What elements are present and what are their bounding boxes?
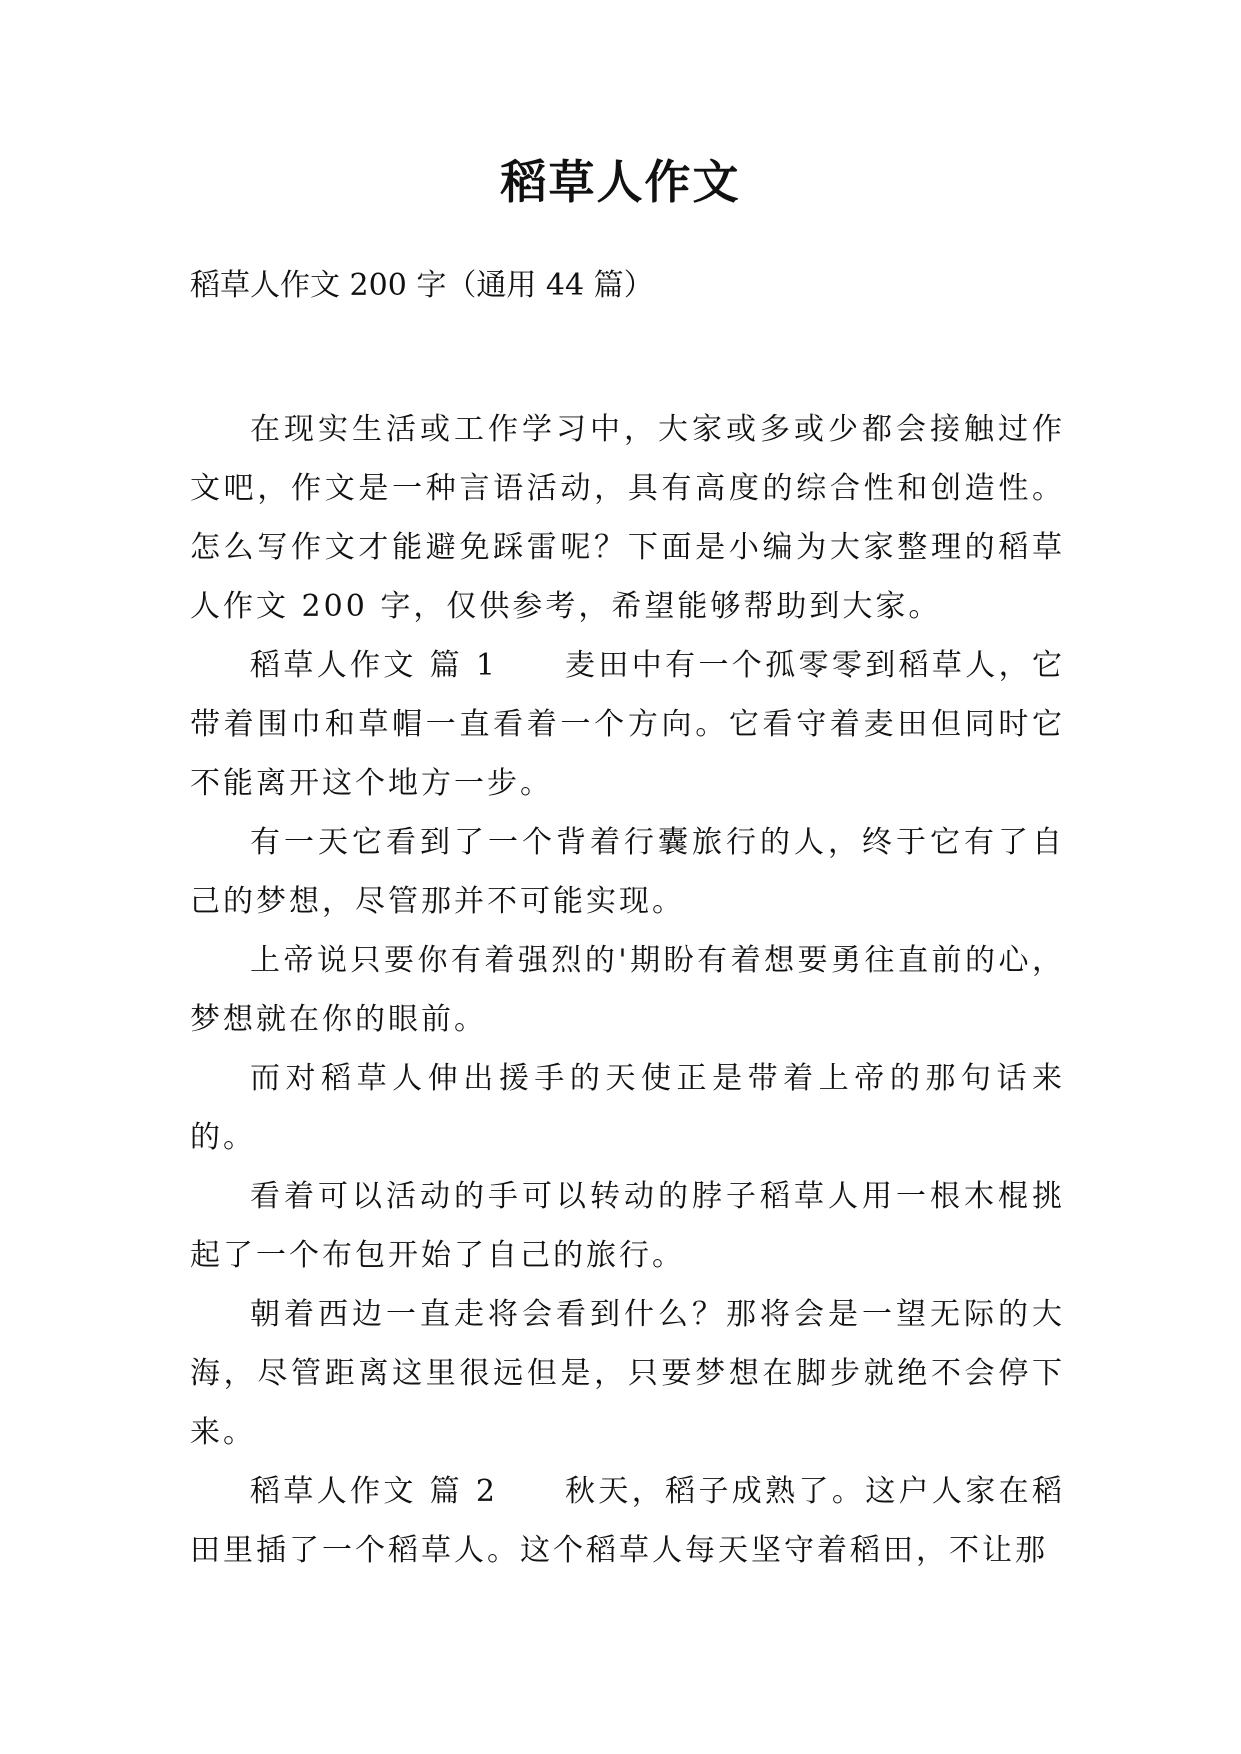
document-body <box>190 400 1065 1580</box>
paragraph: 稻草人作文 篇 1 麦田中有一个孤零零到稻草人，它带着围巾和草帽一直看着一个方向。它看守着麦田但同时它不能离开这个地方一步。 <box>190 648 1065 801</box>
paragraph: 而对稻草人伸出援手的天使正是带着上帝的那句话来的。 <box>190 1061 1065 1155</box>
paragraph: 朝着西边一直走将会看到什么？那将会是一望无际的大海，尽管距离这里很远但是，只要梦想在脚步就绝不会停下来。 <box>190 1297 1065 1450</box>
paragraph: 有一天它看到了一个背着行囊旅行的人，终于它有了自己的梦想，尽管那并不可能实现。 <box>190 825 1065 919</box>
document-subtitle: 稻草人作文 200 字（通用 44 篇） <box>190 268 654 303</box>
document-title: 稻草人作文 <box>500 155 741 209</box>
paragraph: 看着可以活动的手可以转动的脖子稻草人用一根木棍挑起了一个布包开始了自己的旅行。 <box>190 1179 1065 1273</box>
paragraph: 上帝说只要你有着强烈的'期盼有着想要勇往直前的心，梦想就在你的眼前。 <box>190 943 1065 1037</box>
paragraph: 稻草人作文 篇 2 秋天，稻子成熟了。这户人家在稻田里插了一个稻草人。这个稻草人每天坚守着稻田，不让那 <box>190 1474 1065 1568</box>
paragraph-intro: 在现实生活或工作学习中，大家或多或少都会接触过作文吧，作文是一种言语活动，具有高度的综合性和创造性。怎么写作文才能避免踩雷呢？下面是小编为大家整理的稻草人作文 200 字，仅供参考，希望能够帮助到大家。 <box>190 412 1065 624</box>
